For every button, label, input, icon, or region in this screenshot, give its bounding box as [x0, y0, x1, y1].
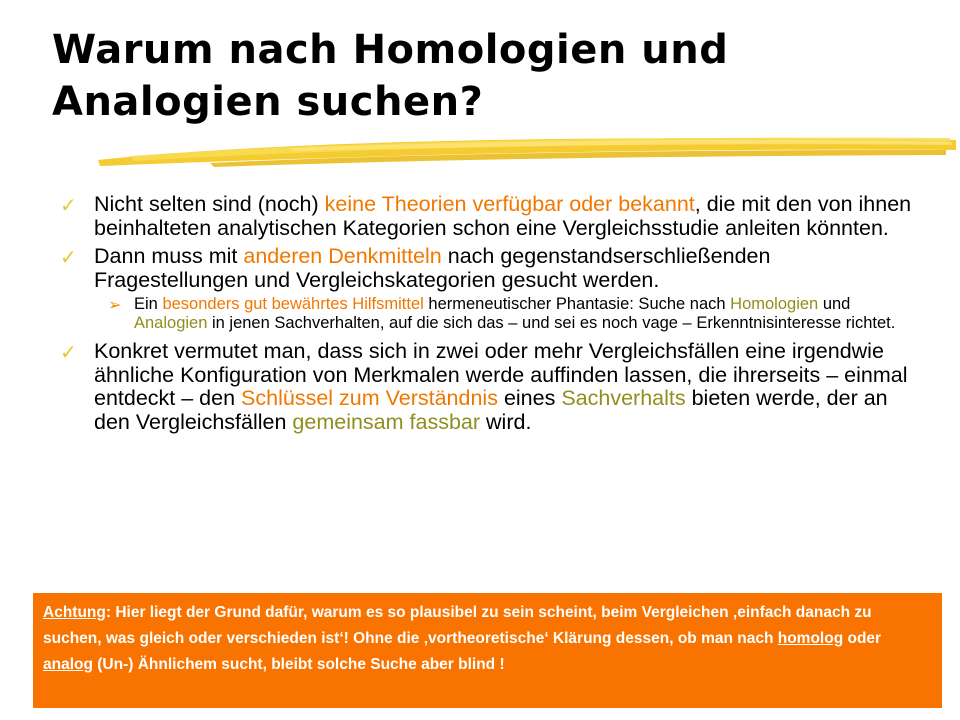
highlight-text: Analogien: [134, 314, 208, 332]
checkmark-icon: ✓: [60, 193, 77, 217]
highlight-text: Schlüssel zum Verständnis: [241, 386, 498, 410]
checkmark-icon: ✓: [60, 245, 77, 269]
highlighter-stroke-decoration: [90, 128, 960, 172]
highlight-text: Sachverhalts: [561, 386, 686, 410]
bullet-item-2: ✓ Dann muss mit anderen Denkmitteln nach gegenstandserschließenden Fragestellungen und Vergleichskategorien gesucht werden.: [60, 244, 771, 292]
highlight-text: Homologien: [730, 295, 819, 313]
title-line-2: Analogien suchen?: [52, 79, 484, 125]
slide-title: [52, 24, 912, 128]
highlight-text: keine Theorien verfügbar oder bekannt: [324, 192, 695, 216]
underlined-term: analog: [43, 656, 93, 673]
bullet-item-1: ✓ Nicht selten sind (noch) keine Theorien verfügbar oder bekannt, die mit den von ihnen beinhalteten analytischen Kategorien schon eine Vergleichsstudie anleiten könnten.: [60, 192, 912, 240]
bullet-item-3: ✓ Konkret vermutet man, dass sich in zwei oder mehr Vergleichsfällen eine irgendwie ähnliche Konfiguration von Merkmalen werde auffinden lassen, die ihrerseits – einmal entdeckt – den Schlüssel zum Verständnis eines Sachverhalts bieten werde, der an den Vergleichsfällen gemeinsam fassbar wird.: [60, 339, 908, 434]
bullet-list: [60, 193, 920, 439]
checkmark-icon: ✓: [60, 340, 77, 364]
arrow-right-icon: ➢: [108, 295, 122, 314]
notice-box: Achtung: Hier liegt der Grund dafür, warum es so plausibel zu sein scheint, beim Vergleichen ‚einfach danach zu suchen, was gleich oder verschieden ist‘! Ohne die ‚vortheoretische‘ Klärung dessen, ob man nach homolog oder analog (Un-) Ähnlichem sucht, bleibt solche Suche aber blind !: [33, 593, 942, 708]
underlined-term: homolog: [777, 630, 844, 647]
notice-label: Achtung: [43, 604, 106, 621]
sub-bullet-item: ➢ Ein besonders gut bewährtes Hilfsmittel hermeneutischer Phantasie: Suche nach Homologien und Analogien in jenen Sachverhalten, auf die sich das – und sei es noch vage – Erkenntnisinteresse richtet.: [108, 295, 896, 332]
title-line-1: Warum nach Homologien und: [52, 27, 729, 73]
highlight-text: anderen Denkmitteln: [243, 244, 442, 268]
highlight-text: besonders gut bewährtes Hilfsmittel: [162, 295, 424, 313]
highlight-text: gemeinsam fassbar: [292, 409, 481, 434]
